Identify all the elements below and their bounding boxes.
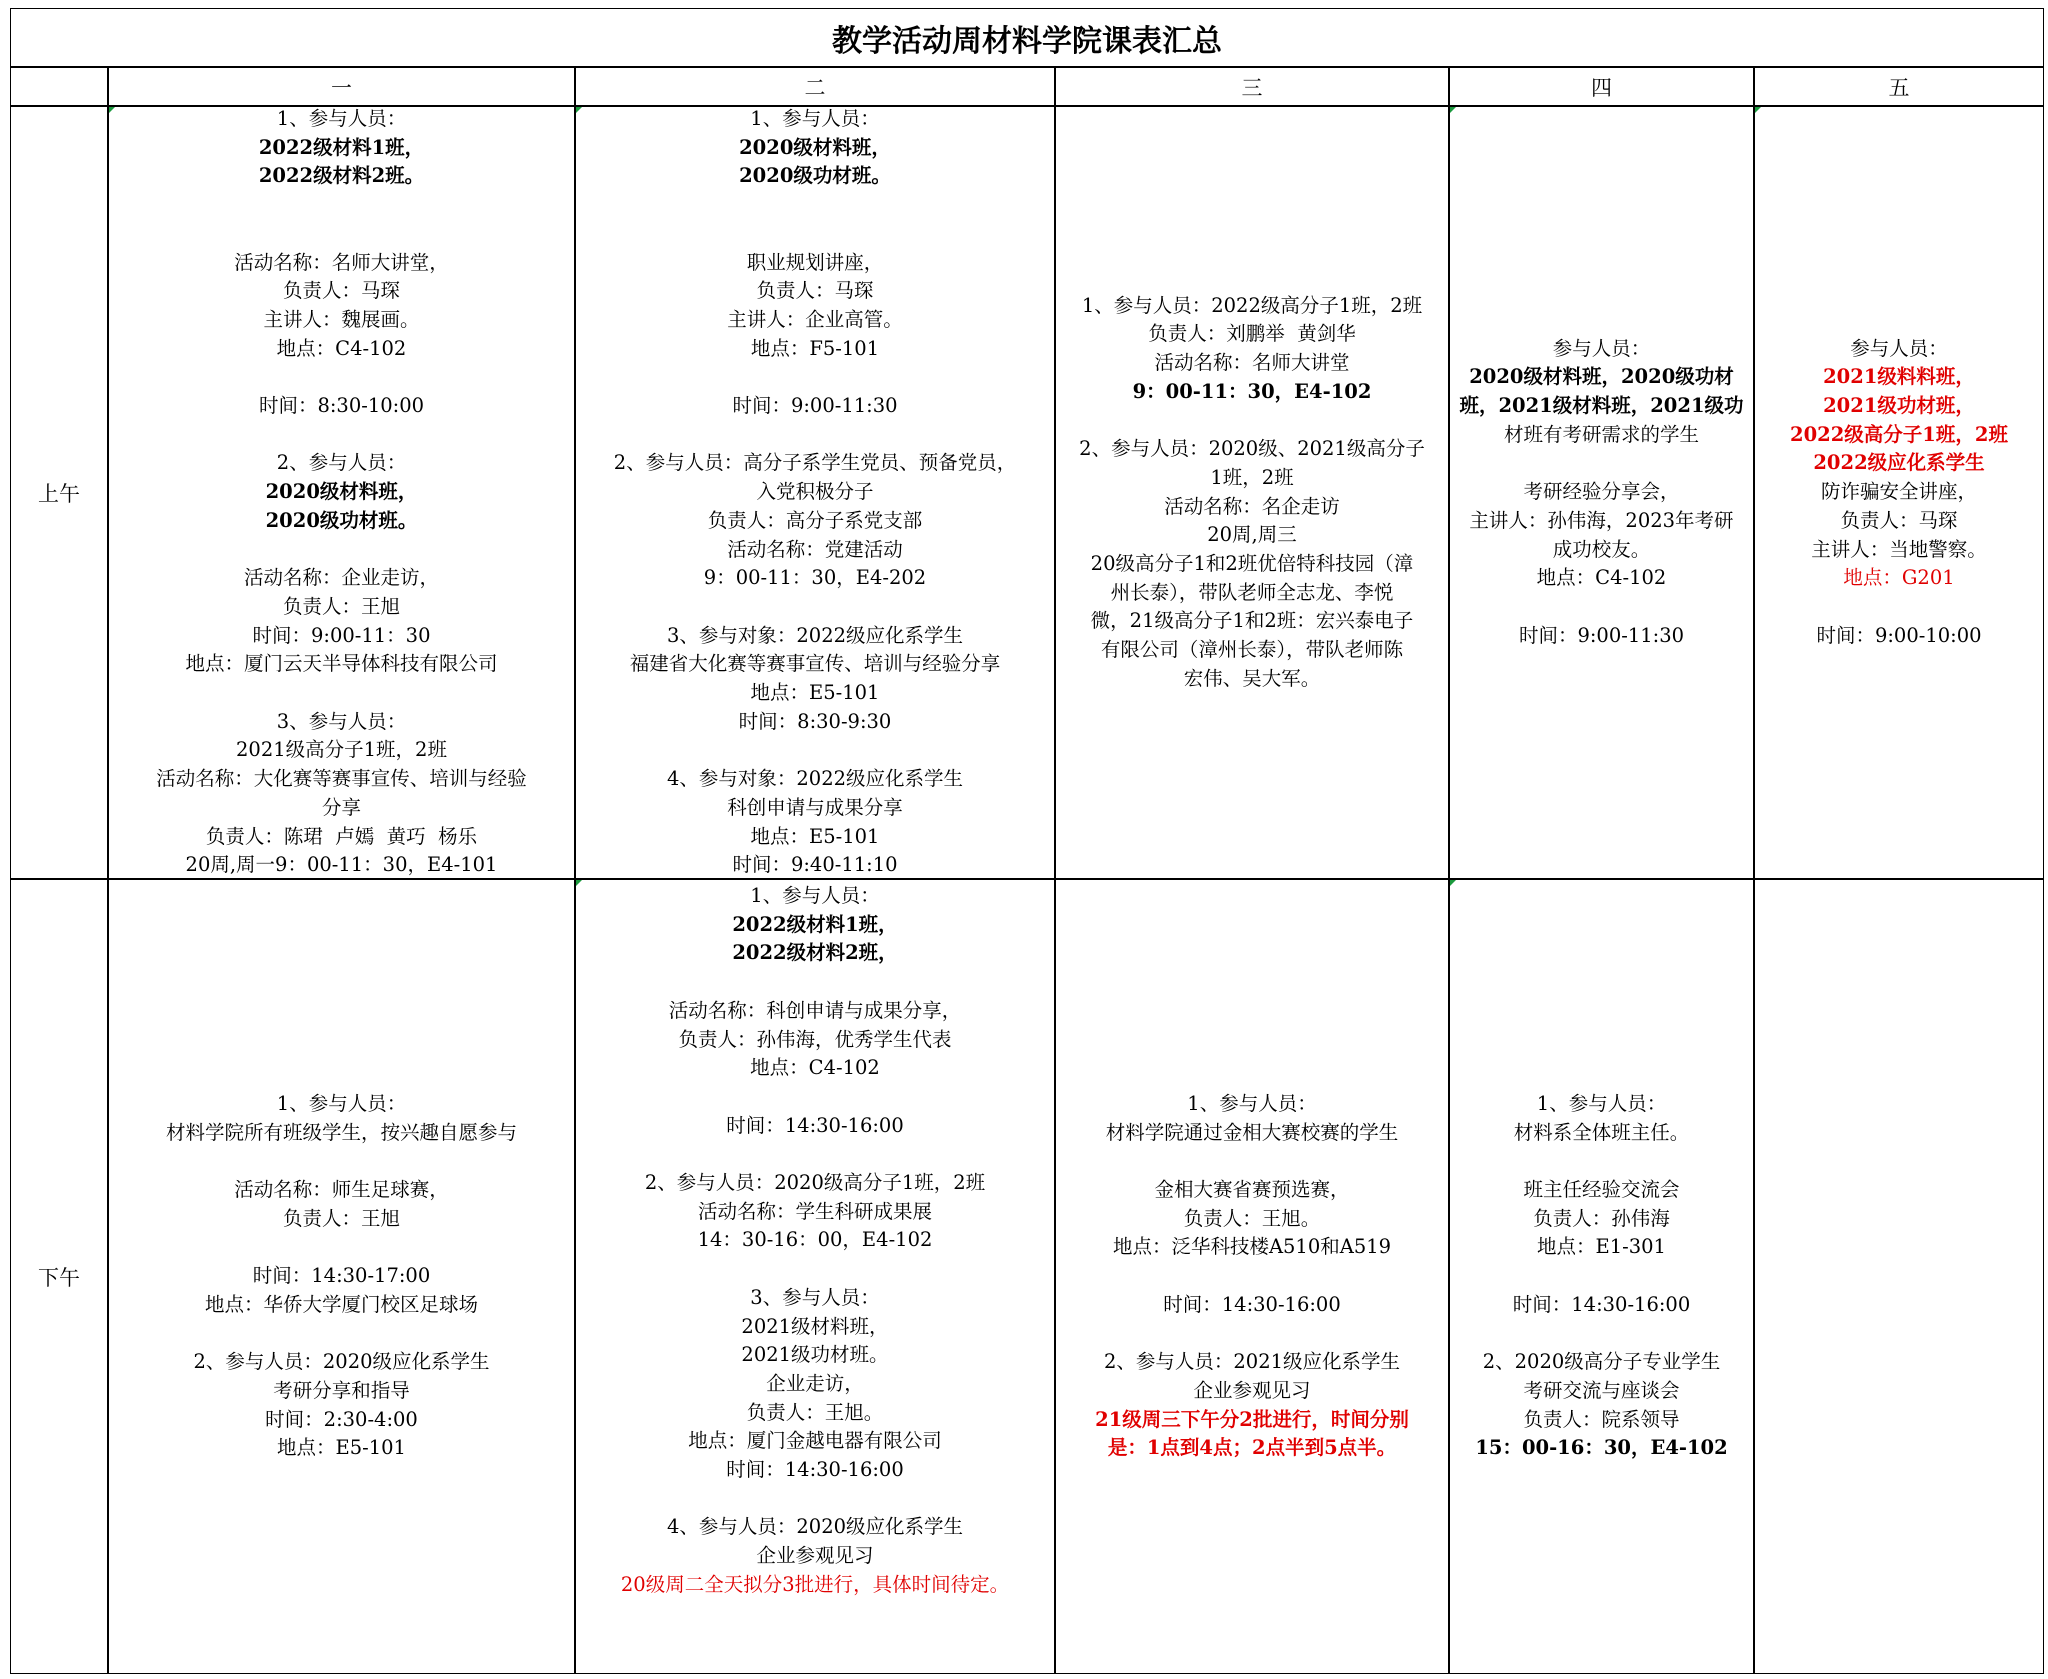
cell-line: 时间：9:00-11:30	[1518, 623, 1685, 647]
cell-mon-morning[interactable]	[108, 106, 575, 879]
cell-line	[338, 679, 344, 708]
cell-line: 地点：E5-101	[750, 824, 880, 848]
header-day-2[interactable]: 二	[575, 67, 1055, 106]
header-day-5[interactable]: 五	[1754, 67, 2044, 106]
cell-line	[1249, 1147, 1255, 1176]
cell-line: 2021级功材班。	[741, 1343, 889, 1367]
cell-line: 地点：C4-102	[1536, 566, 1667, 590]
cell-line: 2022级高分子1班，2班	[1790, 422, 2008, 446]
cell-line: 负责人：刘鹏举 黄剑华	[1148, 322, 1356, 346]
cell-line: 考研分享和指导	[273, 1378, 410, 1402]
cell-line: 入党积极分子	[756, 480, 874, 504]
cell-line: 有限公司（漳州长泰），带队老师陈	[1100, 638, 1404, 662]
cell-line	[338, 1233, 344, 1262]
cell-line	[812, 421, 818, 450]
cell-line	[338, 536, 344, 565]
cell-fri-afternoon[interactable]	[1754, 879, 2044, 1674]
cell-line: 2020级功材班。	[265, 508, 418, 532]
comment-marker	[576, 880, 582, 886]
cell-line: 宏伟、吴大军。	[1183, 666, 1321, 690]
cell-line: 地点：F5-101	[750, 336, 880, 360]
cell-line: 负责人：王旭。	[1183, 1206, 1321, 1230]
cell-line: 活动名称：科创申请与成果分享，	[668, 998, 962, 1022]
cell-line: 班，2021级材料班，2021级功	[1459, 394, 1744, 418]
header-day-1[interactable]: 一	[108, 67, 575, 106]
cell-line: 地点：C4-102	[276, 336, 407, 360]
cell-line: 20级周二全天拟分3批进行，具体时间待定。	[620, 1572, 1010, 1596]
cell-line: 金相大赛省赛预选赛，	[1154, 1178, 1350, 1202]
cell-line	[812, 1255, 818, 1284]
cell-line: 2、参与人员：2020级、2021级高分子	[1079, 437, 1425, 461]
cell-line: 2022级应化系学生	[1813, 451, 1985, 475]
cell-line: 9：00-11：30，E4-102	[1132, 379, 1372, 403]
cell-line: 地点：G201	[1843, 566, 1955, 590]
cell-thu-morning[interactable]	[1449, 106, 1754, 879]
cell-line: 活动名称：名企走访	[1164, 494, 1340, 518]
row-label-morning[interactable]: 上午	[10, 106, 108, 879]
cell-line: 2022级材料1班，	[732, 912, 898, 936]
cell-line: 2020级材料班，2020级功材	[1469, 365, 1734, 389]
header-day-4[interactable]: 四	[1449, 67, 1754, 106]
cell-line: 4、参与人员：2020级应化系学生	[666, 1515, 964, 1539]
cell-line: 20周,周三	[1207, 523, 1297, 547]
cell-line: 负责人：马琛	[756, 279, 874, 303]
cell-line: 负责人：陈珺 卢嫣 黄巧 杨乐	[205, 824, 478, 848]
cell-line: 2、参与人员：2020级高分子1班，2班	[644, 1171, 986, 1195]
cell-line	[1249, 406, 1255, 435]
cell-wed-morning[interactable]	[1055, 106, 1449, 879]
cell-line: 是：1点到4点；2点半到5点半。	[1107, 1436, 1397, 1460]
cell-line: 主讲人：孙伟海，2023年考研	[1469, 508, 1734, 532]
cell-line: 时间：8:30-10:00	[258, 394, 425, 418]
cell-line: 负责人：王旭	[282, 594, 400, 618]
cell-line: 2021级材料班，	[741, 1314, 889, 1338]
cell-line: 班主任经验交流会	[1523, 1178, 1680, 1202]
cell-line: 福建省大化赛等赛事宣传、培训与经验分享	[629, 652, 1001, 676]
cell-wed-afternoon[interactable]	[1055, 879, 1449, 1674]
cell-line	[338, 191, 344, 220]
cell-line: 1、参与人员：	[276, 1091, 407, 1115]
cell-line: 州长泰），带队老师全志龙、李悦	[1110, 580, 1394, 604]
cell-line: 3、参与对象：2022级应化系学生	[666, 623, 964, 647]
comment-marker	[576, 107, 582, 113]
cell-line: 企业参观见习	[1193, 1378, 1311, 1402]
cell-line: 材料系全体班主任。	[1513, 1120, 1690, 1144]
cell-line	[812, 736, 818, 765]
cell-line: 企业参观见习	[756, 1544, 874, 1568]
cell-line: 地点：E1-301	[1537, 1235, 1666, 1259]
cell-line	[812, 1485, 818, 1514]
cell-line: 材料学院所有班级学生，按兴趣自愿参与	[165, 1120, 517, 1144]
cell-line: 时间：14:30-16:00	[726, 1458, 904, 1482]
cell-line: 1、参与人员：2022级高分子1班，2班	[1081, 293, 1423, 317]
cell-line	[338, 1320, 344, 1349]
cell-line: 2022级材料2班，	[732, 941, 898, 965]
cell-line: 企业走访，	[766, 1371, 864, 1395]
cell-fri-morning[interactable]	[1754, 106, 2044, 879]
cell-line: 活动名称：党建活动	[727, 537, 903, 561]
cell-line: 参与人员：	[1552, 336, 1651, 360]
cell-thu-afternoon[interactable]	[1449, 879, 1754, 1674]
row-label-afternoon[interactable]: 下午	[10, 879, 108, 1674]
cell-line: 时间：14:30-17:00	[252, 1264, 431, 1288]
cell-line: 时间：14:30-16:00	[726, 1113, 904, 1137]
cell-line: 20周,周一9：00-11：30，E4-101	[185, 853, 498, 877]
cell-line: 2021级高分子1班，2班	[236, 738, 447, 762]
cell-line: 负责人：孙伟海	[1533, 1206, 1670, 1230]
comment-marker	[1450, 107, 1456, 113]
cell-line: 时间：9:00-11：30	[252, 623, 431, 647]
cell-line: 3、参与人员：	[276, 709, 407, 733]
cell-line: 防诈骗安全讲座，	[1820, 480, 1977, 504]
comment-marker	[1450, 880, 1456, 886]
cell-line: 科创申请与成果分享	[727, 795, 903, 819]
cell-line: 时间：9:00-11:30	[732, 394, 898, 418]
cell-line: 时间：14:30-16:00	[1512, 1292, 1691, 1316]
cell-line: 2021级功材班，	[1823, 394, 1975, 418]
cell-line	[812, 191, 818, 220]
cell-line: 2021级料料班，	[1823, 365, 1975, 389]
cell-line: 4、参与对象：2022级应化系学生	[666, 767, 964, 791]
cell-line: 3、参与人员：	[750, 1285, 880, 1309]
cell-line: 成功校友。	[1552, 537, 1651, 561]
cell-line: 20级高分子1和2班优倍特科技园（漳	[1090, 551, 1414, 575]
cell-line: 地点：泛华科技楼A510和A519	[1112, 1235, 1392, 1259]
header-day-3[interactable]: 三	[1055, 67, 1449, 106]
cell-line: 2022级材料2班。	[258, 164, 425, 188]
cell-line	[338, 363, 344, 392]
cell-line: 负责人：王旭。	[746, 1400, 884, 1424]
cell-line: 负责人：孙伟海，优秀学生代表	[678, 1027, 952, 1051]
cell-line	[1598, 1147, 1604, 1176]
cell-line: 2、参与人员：高分子系学生党员、预备党员，	[613, 451, 1017, 475]
cell-line: 1班，2班	[1210, 465, 1294, 489]
cell-line: 2、参与人员：	[276, 451, 407, 475]
cell-line: 9：00-11：30，E4-202	[703, 566, 927, 590]
cell-line: 2、参与人员：2020级应化系学生	[193, 1350, 490, 1374]
cell-line: 15：00-16：30，E4-102	[1475, 1436, 1728, 1460]
cell-line: 1、参与人员：	[750, 884, 880, 907]
cell-line: 地点：华侨大学厦门校区足球场	[204, 1292, 478, 1316]
table-title[interactable]: 教学活动周材料学院课表汇总	[10, 8, 2044, 67]
cell-line: 2020级材料班，	[739, 135, 891, 159]
cell-tue-afternoon[interactable]	[575, 879, 1055, 1674]
cell-line: 时间：2:30-4:00	[265, 1407, 418, 1431]
cell-line	[1598, 1262, 1604, 1291]
cell-line	[338, 421, 344, 450]
cell-line: 主讲人：魏展画。	[263, 307, 420, 331]
cell-line: 材料学院通过金相大赛校赛的学生	[1105, 1120, 1399, 1144]
cell-line	[812, 1140, 818, 1169]
cell-line	[1249, 1320, 1255, 1349]
cell-line: 活动名称：大化赛等赛事宣传、培训与经验	[156, 767, 527, 791]
cell-line: 负责人：王旭	[282, 1206, 400, 1230]
cell-line: 主讲人：当地警察。	[1811, 537, 1987, 561]
cell-line: 2020级功材班。	[739, 164, 891, 188]
cell-line: 负责人：高分子系党支部	[707, 508, 923, 532]
cell-line	[812, 363, 818, 392]
cell-line: 时间：9:40-11:10	[732, 853, 898, 877]
cell-line	[1249, 1262, 1255, 1291]
comment-marker	[1755, 107, 1761, 113]
cell-line: 考研交流与座谈会	[1523, 1378, 1680, 1402]
cell-line: 地点：厦门金越电器有限公司	[688, 1429, 942, 1453]
cell-line: 1、参与人员：	[750, 107, 880, 131]
cell-line: 地点：厦门云天半导体科技有限公司	[185, 652, 498, 676]
cell-line: 地点：E5-101	[750, 681, 880, 705]
cell-line: 考研经验分享会，	[1523, 480, 1680, 504]
cell-tue-morning[interactable]	[575, 106, 1055, 879]
cell-line: 2、参与人员：2021级应化系学生	[1103, 1350, 1401, 1374]
cell-line: 1、参与人员：	[1536, 1091, 1667, 1115]
cell-line: 微，21级高分子1和2班：宏兴泰电子	[1090, 609, 1414, 633]
cell-line: 2022级材料1班，	[258, 135, 425, 159]
cell-line: 2020级材料班，	[265, 480, 418, 504]
cell-line: 1、参与人员：	[276, 107, 407, 131]
cell-line	[1598, 1320, 1604, 1349]
cell-line: 分享	[321, 795, 361, 819]
header-corner[interactable]	[10, 67, 108, 106]
cell-line	[1598, 593, 1604, 622]
cell-line: 主讲人：企业高管。	[727, 307, 903, 331]
cell-line: 14：30-16：00，E4-102	[697, 1228, 933, 1252]
cell-line: 参与人员：	[1850, 336, 1948, 360]
cell-line	[812, 1083, 818, 1112]
comment-marker	[109, 107, 115, 113]
cell-line: 活动名称：学生科研成果展	[697, 1199, 932, 1223]
cell-line	[1598, 449, 1604, 478]
cell-line: 1、参与人员：	[1187, 1091, 1317, 1115]
cell-line	[1896, 593, 1902, 622]
cell-mon-afternoon[interactable]	[108, 879, 575, 1674]
cell-line: 地点：C4-102	[750, 1056, 880, 1080]
cell-line: 活动名称：名师大讲堂	[1154, 350, 1350, 374]
cell-line: 负责人：马琛	[1840, 508, 1958, 532]
cell-line	[812, 968, 818, 997]
cell-line: 时间：14:30-16:00	[1163, 1292, 1341, 1316]
cell-line: 地点：E5-101	[277, 1436, 406, 1460]
cell-line	[338, 220, 344, 249]
cell-line: 负责人：马琛	[282, 279, 400, 303]
cell-line: 时间：9:00-10:00	[1816, 623, 1982, 647]
cell-line: 材班有考研需求的学生	[1503, 422, 1699, 446]
cell-line	[338, 1147, 344, 1176]
cell-line: 时间：8:30-9:30	[738, 709, 892, 733]
cell-line: 职业规划讲座，	[746, 250, 884, 274]
cell-line: 负责人：院系领导	[1523, 1407, 1680, 1431]
cell-line: 2、2020级高分子专业学生	[1482, 1350, 1721, 1374]
cell-line: 活动名称：师生足球赛，	[234, 1178, 449, 1202]
cell-line: 21级周三下午分2批进行，时间分别	[1095, 1407, 1409, 1431]
cell-line	[812, 220, 818, 249]
cell-line: 活动名称：企业走访，	[243, 566, 439, 590]
cell-line	[812, 593, 818, 622]
cell-line: 活动名称：名师大讲堂，	[234, 250, 449, 274]
